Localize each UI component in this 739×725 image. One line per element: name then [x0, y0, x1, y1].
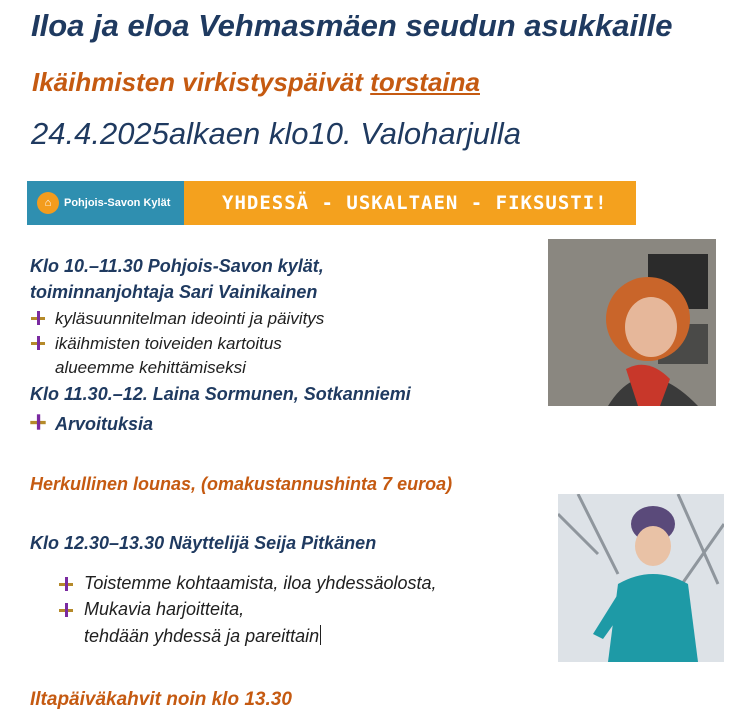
session1-item-1: kyläsuunnitelman ideointi ja päivitys — [55, 309, 325, 328]
banner-slogan: YHDESSÄ - USKALTAEN - FIKSUSTI! — [222, 192, 608, 214]
session1-item-2: ikäihmisten toiveiden kartoitus — [55, 334, 282, 353]
bullet-icon — [59, 603, 73, 617]
banner-slogan-area — [184, 181, 636, 225]
photo-seija-illustration — [558, 494, 724, 662]
session3-item-1: Toistemme kohtaamista, iloa yhdessäolosta, — [84, 573, 437, 593]
bullet-icon — [30, 414, 45, 429]
session3-header: Klo 12.30–13.30 Näyttelijä Seija Pitkänen — [30, 533, 377, 553]
session1-header-line2: toiminnanjohtaja Sari Vainikainen — [30, 282, 318, 302]
bullet-icon — [59, 577, 73, 591]
session1-header-line1: Klo 10.–11.30 Pohjois-Savon kylät, — [30, 256, 324, 276]
session3-item-2: Mukavia harjoitteita, — [84, 599, 245, 619]
organization-banner — [27, 181, 636, 225]
photo-sari-vainikainen — [548, 239, 716, 406]
session2-item: Arvoituksia — [55, 414, 154, 434]
title-line-1: Iloa ja eloa Vehmasmäen seudun asukkaille — [31, 8, 673, 43]
session1-item-2-cont: alueemme kehittämiseksi — [55, 358, 246, 377]
photo-sari-illustration — [548, 239, 716, 406]
banner-logo-area — [27, 181, 184, 225]
lunch-line: Herkullinen lounas, (omakustannushinta 7 euroa) — [30, 474, 453, 494]
session2-header: Klo 11.30.–12. Laina Sormunen, Sotkanniemi — [30, 384, 411, 404]
title-line-2-underlined: torstaina — [370, 67, 480, 97]
title-line-3: 24.4.2025alkaen klo10. Valoharjulla — [31, 116, 522, 151]
photo-seija-pitkanen — [558, 494, 724, 662]
village-logo-icon: ⌂ — [37, 192, 59, 214]
title-line-2-prefix: Ikäihmisten virkistyspäivät — [32, 67, 371, 97]
banner-logo-text: Pohjois-Savon Kylät — [64, 197, 171, 209]
coffee-line: Iltapäiväkahvit noin klo 13.30 — [30, 689, 292, 710]
text-cursor — [320, 625, 321, 645]
session3-item-2-cont: tehdään yhdessä ja pareittain — [84, 626, 320, 646]
bullet-icon — [31, 311, 45, 325]
title-line-2 — [32, 67, 480, 98]
bullet-icon — [31, 336, 45, 350]
